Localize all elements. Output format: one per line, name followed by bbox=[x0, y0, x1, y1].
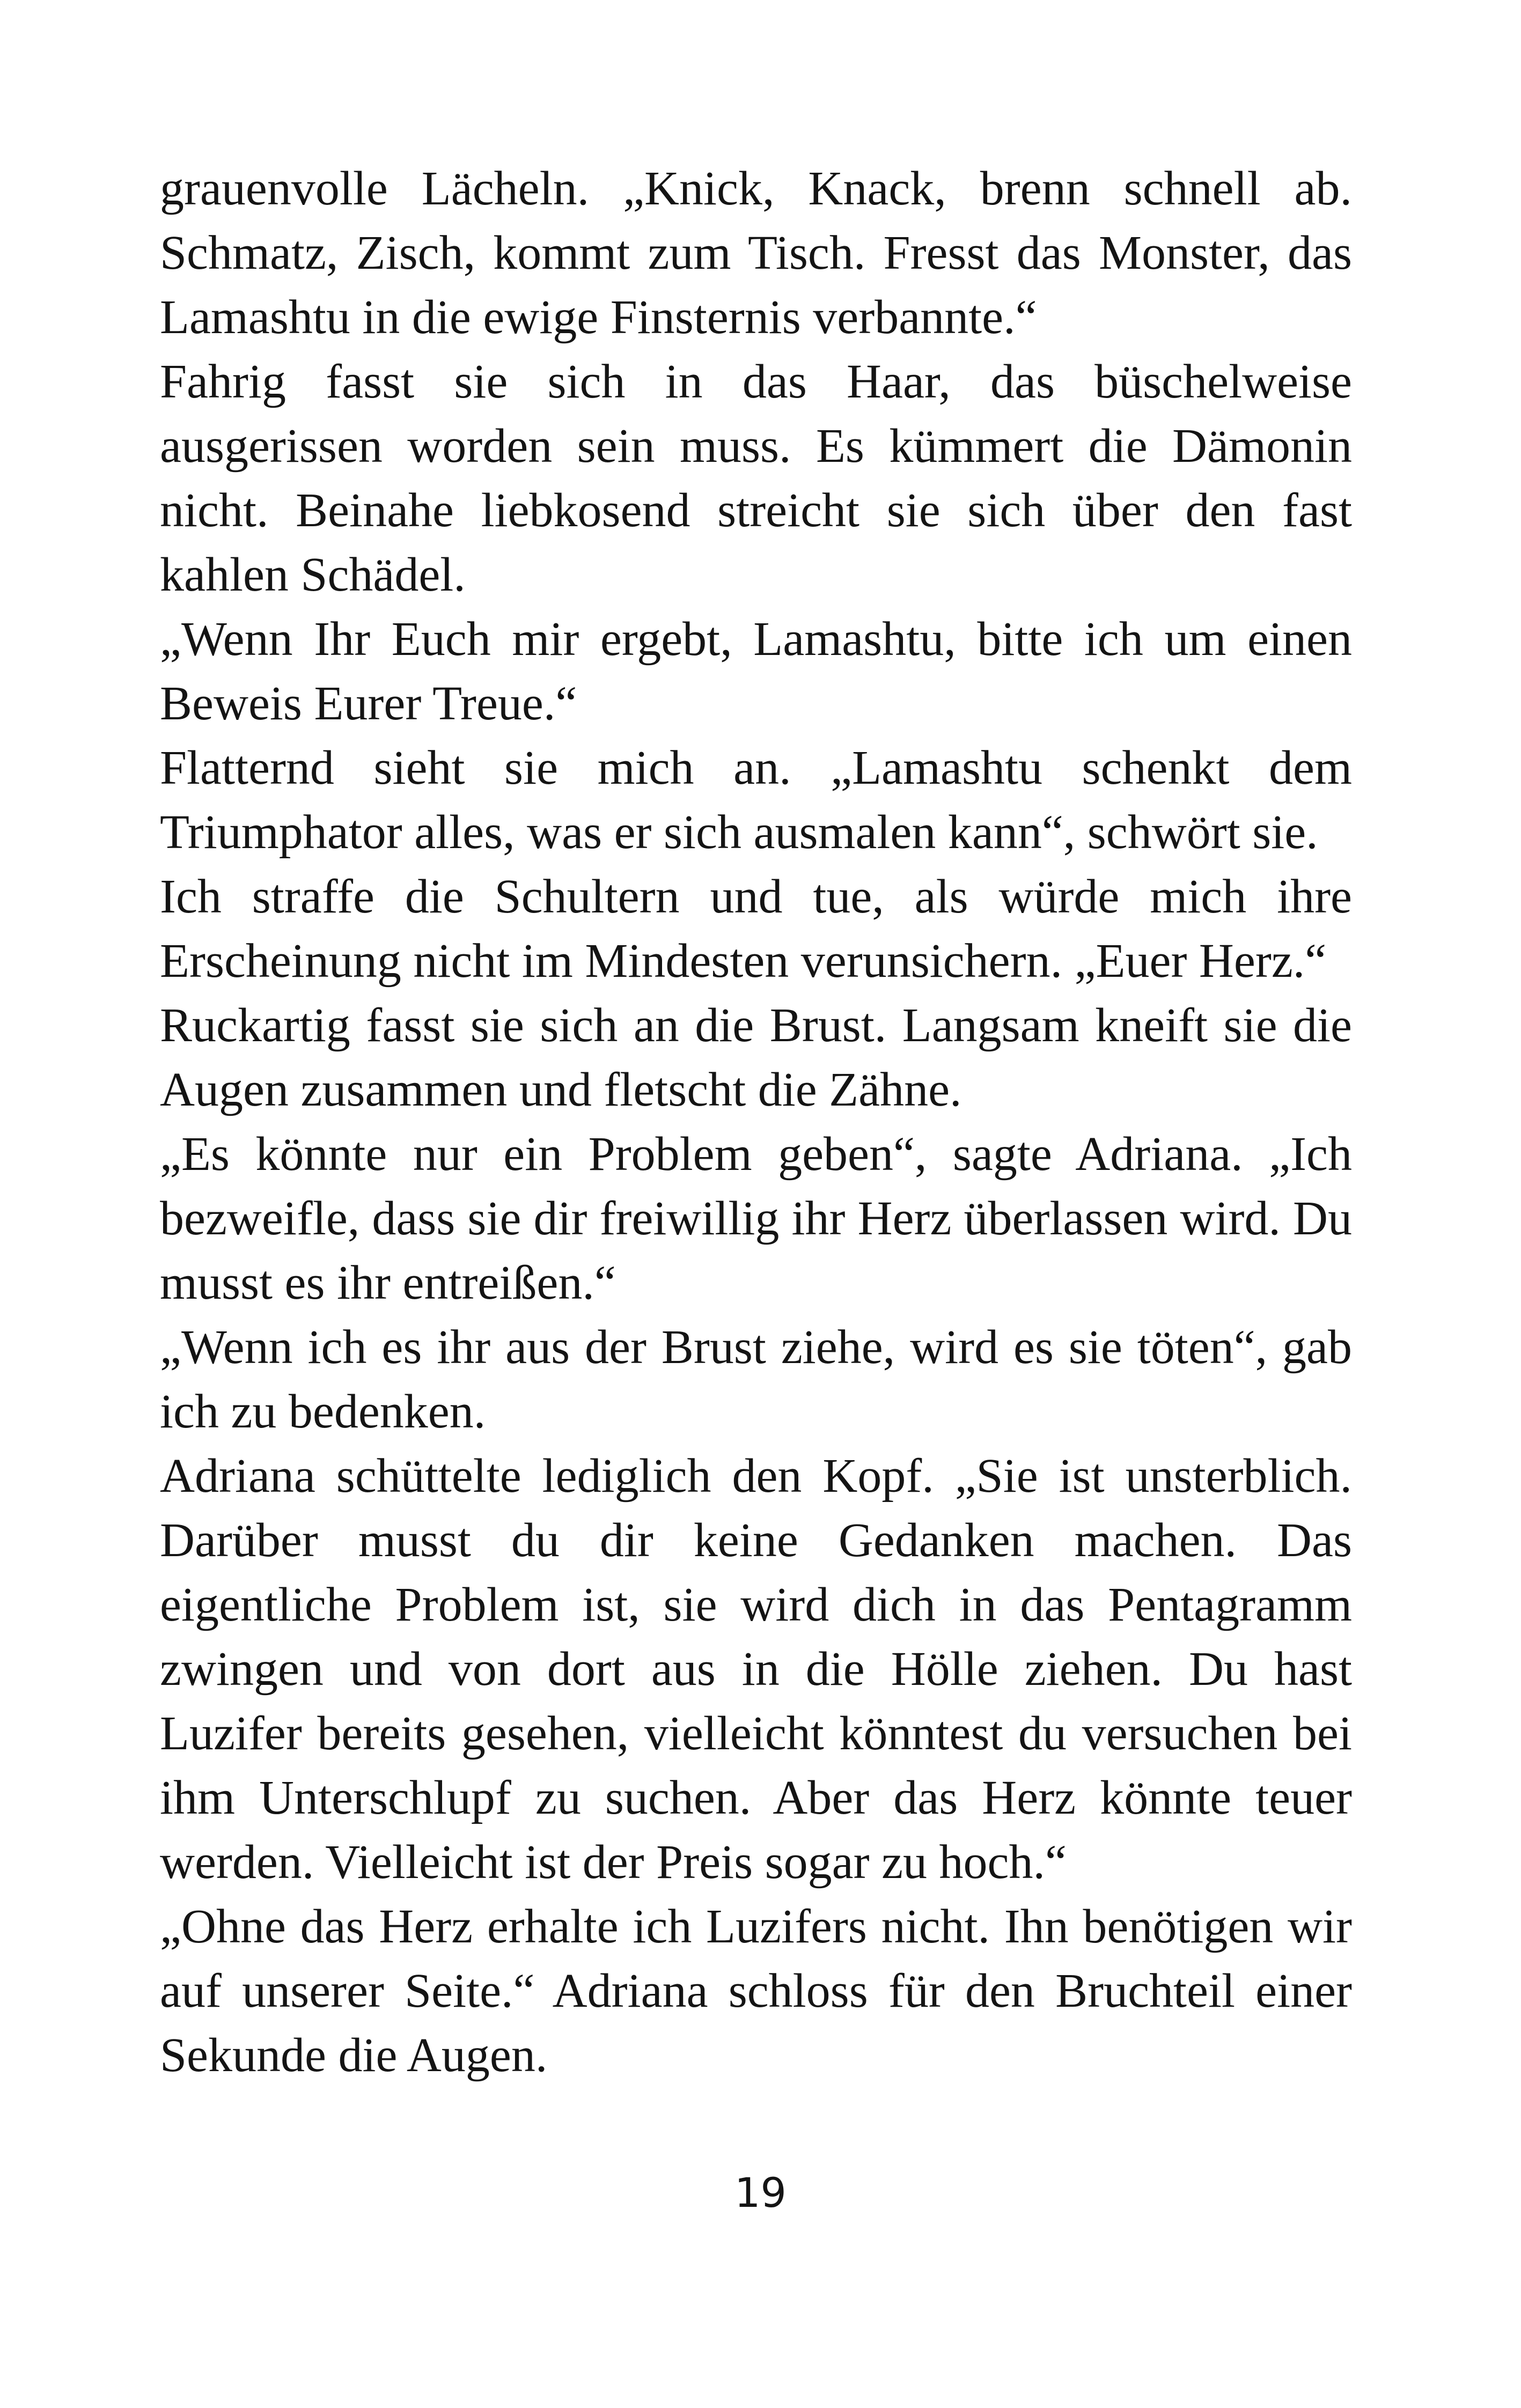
paragraph: Fahrig fasst sie sich in das Haar, das büschelweise ausgerissen worden sein muss. Es kümmert die Dämonin nicht. Beinahe liebkosend streicht sie sich über den fast kahlen Schädel. bbox=[160, 355, 1352, 601]
body-text bbox=[160, 157, 1352, 2088]
paragraph: „Ohne das Herz erhalte ich Luzifers nicht. Ihn benötigen wir auf unserer Seite.“ Adriana schloss für den Bruchteil einer Sekunde die Augen. bbox=[160, 1900, 1352, 2082]
page-number: 19 bbox=[734, 2169, 787, 2216]
paragraph: Ruckartig fasst sie sich an die Brust. Langsam kneift sie die Augen zusammen und fletscht die Zähne. bbox=[160, 999, 1352, 1116]
paragraph: grauenvolle Lächeln. „Knick, Knack, brenn schnell ab. Schmatz, Zisch, kommt zum Tisch. Fresst das Monster, das Lamashtu in die ewige Finsternis verbannte.“ bbox=[160, 162, 1352, 344]
paragraph: „Es könnte nur ein Problem geben“, sagte Adriana. „Ich bezweifle, dass sie dir freiwillig ihr Herz überlassen wird. Du musst es ihr entreißen.“ bbox=[160, 1128, 1352, 1309]
paragraph: „Wenn Ihr Euch mir ergebt, Lamashtu, bitte ich um einen Beweis Eurer Treue.“ bbox=[160, 613, 1352, 730]
paragraph: „Wenn ich es ihr aus der Brust ziehe, wird es sie töten“, gab ich zu bedenken. bbox=[160, 1321, 1352, 1438]
paragraph: Adriana schüttelte lediglich den Kopf. „Sie ist unsterblich. Darüber musst du dir keine Gedanken machen. Das eigentliche Problem ist, sie wird dich in das Pentagramm zwingen und von dort aus in die Hölle ziehen. Du hast Luzifer bereits gesehen, vielleicht könntest du versuchen bei ihm Unterschlupf zu suchen. Aber das Herz könnte teuer werden. Vielleicht ist der Preis sogar zu hoch.“ bbox=[160, 1449, 1352, 1889]
paragraph: Ich straffe die Schultern und tue, als würde mich ihre Erscheinung nicht im Mindesten verunsichern. „Euer Herz.“ bbox=[160, 870, 1352, 988]
paragraph: Flatternd sieht sie mich an. „Lamashtu schenkt dem Triumphator alles, was er sich ausmalen kann“, schwört sie. bbox=[160, 741, 1352, 859]
